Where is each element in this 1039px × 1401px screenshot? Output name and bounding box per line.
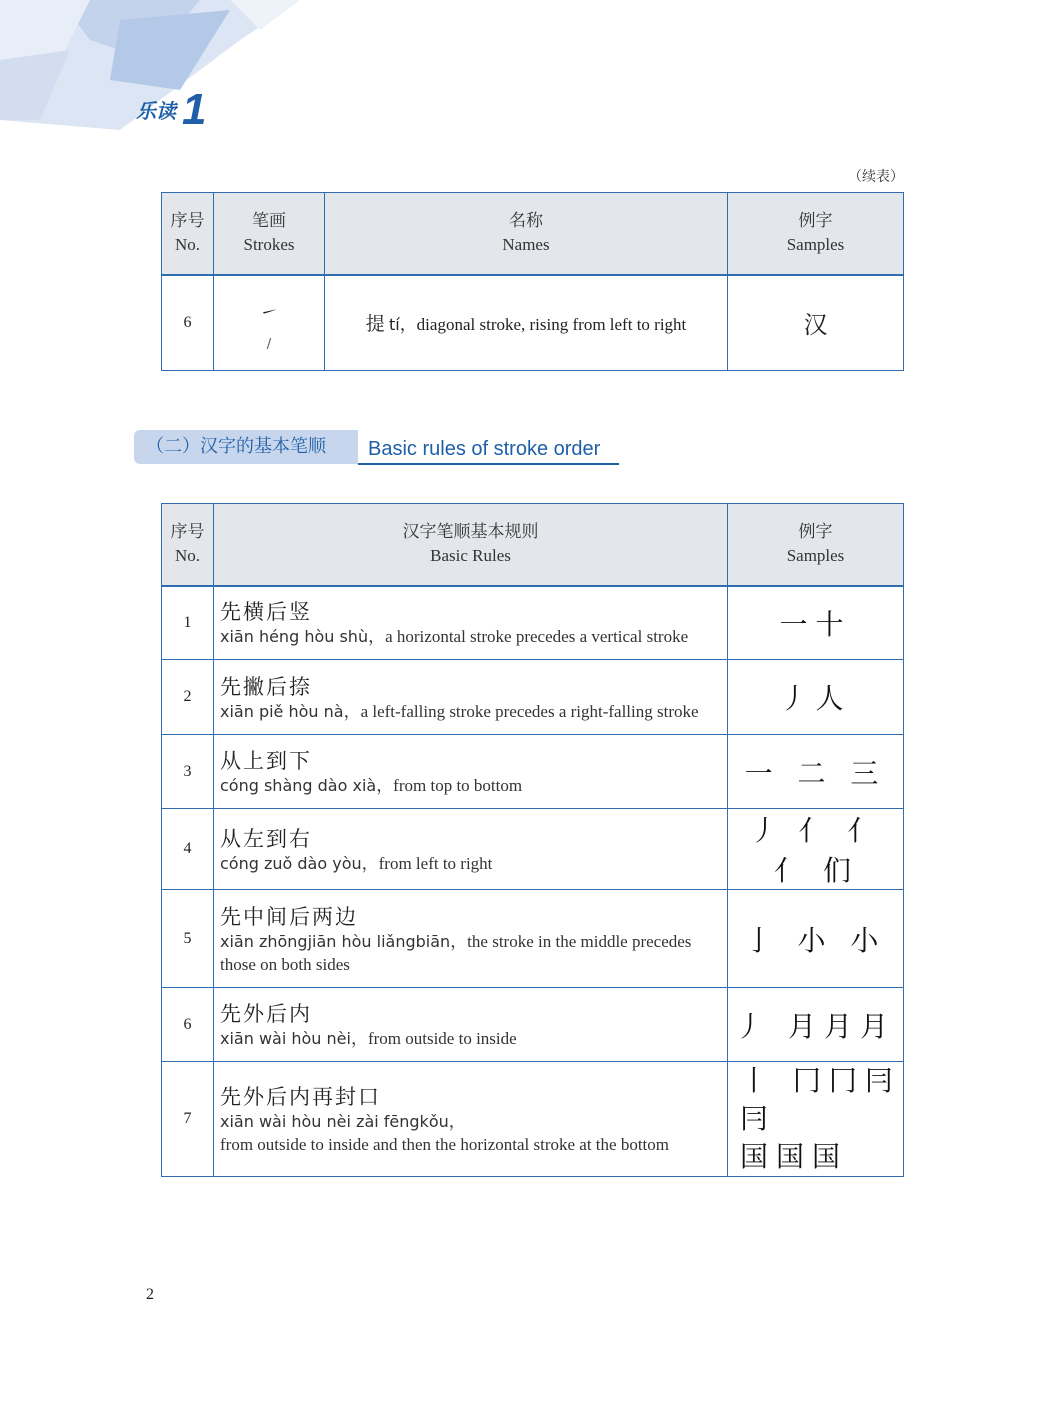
row-number: 6: [162, 988, 214, 1062]
rule-translation: ，a horizontal stroke precedes a vertical stroke: [368, 627, 689, 647]
rule-translation: ，from left to right: [361, 853, 493, 873]
rule-pinyin: xiān wài hòu nèi: [220, 1029, 351, 1048]
series-number: 1: [182, 85, 207, 134]
row-number: 7: [162, 1062, 214, 1177]
rules-table-header: [162, 504, 904, 586]
header-no: 序号 No.: [162, 193, 214, 275]
rule-zh: 先外后内再封口: [220, 1085, 381, 1109]
rule-zh: 先横后竖: [220, 600, 312, 625]
rule-translation: ，a left-falling stroke precedes a right-falling stroke: [343, 701, 699, 721]
rule-translation: ，the stroke in the middle precedes those on both sides: [220, 931, 692, 974]
section-title-en: Basic rules of stroke order: [368, 438, 601, 460]
rule-cell: [214, 890, 728, 988]
rule-pinyin: xiān héng hòu shù: [220, 627, 369, 647]
strokes-table: [161, 192, 904, 371]
table-row: [162, 586, 904, 660]
row-number: 4: [162, 809, 214, 890]
rule-zh: 从左到右: [220, 826, 312, 851]
rule-samples: 丿人: [728, 660, 904, 735]
table-row: [162, 275, 904, 371]
row-number: 6: [162, 275, 214, 371]
section-heading: [134, 430, 619, 466]
sample-character: 汉: [728, 275, 904, 371]
header-samples: 例字 Samples: [728, 193, 904, 275]
row-number: 5: [162, 890, 214, 988]
header-rules: 汉字笔顺基本规则 Basic Rules: [214, 504, 728, 586]
section-underline: [358, 463, 619, 465]
rule-samples: 一十: [728, 586, 904, 660]
rule-translation: ，: [448, 1112, 466, 1131]
rule-en: [220, 774, 723, 797]
stroke-name-zh: 提: [365, 313, 385, 336]
rule-en: [220, 1110, 723, 1133]
rule-cell: [214, 586, 728, 660]
rule-pinyin: xiān piě hòu nà: [220, 701, 344, 721]
rules-table: [161, 503, 904, 1177]
rule-zh: 从上到下: [220, 749, 312, 773]
rule-cell: [214, 1062, 728, 1177]
rule-pinyin: cóng zuǒ dào yòu: [220, 853, 362, 873]
stroke-variant: /: [266, 337, 272, 353]
strokes-table-header: [162, 193, 904, 275]
rule-samples: [728, 1062, 904, 1177]
rule-samples-line2: 国国国: [740, 1140, 849, 1173]
rule-samples: 丿 亻 亻 亻 们: [728, 809, 904, 890]
table-row: [162, 988, 904, 1062]
page-number: 2: [146, 1286, 154, 1303]
stroke-glyph: ㇀: [259, 300, 279, 325]
rule-zh: 先外后内: [220, 1002, 312, 1026]
rule-pinyin: xiān zhōngjiān hòu liǎngbiān: [220, 931, 451, 951]
stroke-name-en: ，diagonal stroke, rising from left to right: [399, 315, 687, 335]
rule-translation: ，from top to bottom: [376, 776, 523, 795]
header-no: 序号 No.: [162, 504, 214, 586]
rule-samples: 一 二 三: [728, 735, 904, 809]
rule-zh: 先撇后捺: [220, 674, 312, 699]
header-names: 名称 Names: [325, 193, 728, 275]
table-row: [162, 809, 904, 890]
table-row: [162, 890, 904, 988]
row-number: 1: [162, 586, 214, 660]
rule-samples: 丿 月月月: [728, 988, 904, 1062]
rule-cell: [214, 809, 728, 890]
rule-zh: 先中间后两边: [220, 904, 358, 929]
corner-decoration: [0, 0, 340, 150]
rule-en: [220, 625, 723, 648]
rule-samples: 亅 小 小: [728, 890, 904, 988]
rule-en: [220, 700, 723, 723]
row-number: 3: [162, 735, 214, 809]
stroke-cell: [214, 275, 325, 371]
rule-en: [220, 930, 723, 976]
rule-cell: [214, 988, 728, 1062]
table-row: [162, 660, 904, 735]
rule-en: [220, 1027, 723, 1050]
rule-cell: [214, 660, 728, 735]
rule-pinyin: xiān wài hòu nèi zài fēngkǒu: [220, 1112, 449, 1131]
stroke-name: [325, 275, 728, 371]
continued-note: （续表）: [848, 169, 904, 185]
header-samples: 例字 Samples: [728, 504, 904, 586]
row-number: 2: [162, 660, 214, 735]
table-row: [162, 735, 904, 809]
rule-translation: ，from outside to inside: [350, 1029, 517, 1048]
rule-cell: [214, 735, 728, 809]
series-name: 乐读: [136, 99, 176, 123]
rule-pinyin: cóng shàng dào xià: [220, 776, 377, 795]
rule-translation-line2: from outside to inside and then the horizontal stroke at the bottom: [220, 1135, 669, 1154]
rule-en: [220, 852, 723, 875]
stroke-name-pinyin: tí: [388, 315, 400, 335]
header-strokes: 笔画 Strokes: [214, 193, 325, 275]
table-row: [162, 1062, 904, 1177]
series-title: [136, 85, 207, 134]
section-title-zh: （二）汉字的基本笔顺: [134, 430, 358, 464]
rule-samples-line1: 丨 冂冂冃冃: [740, 1064, 901, 1135]
